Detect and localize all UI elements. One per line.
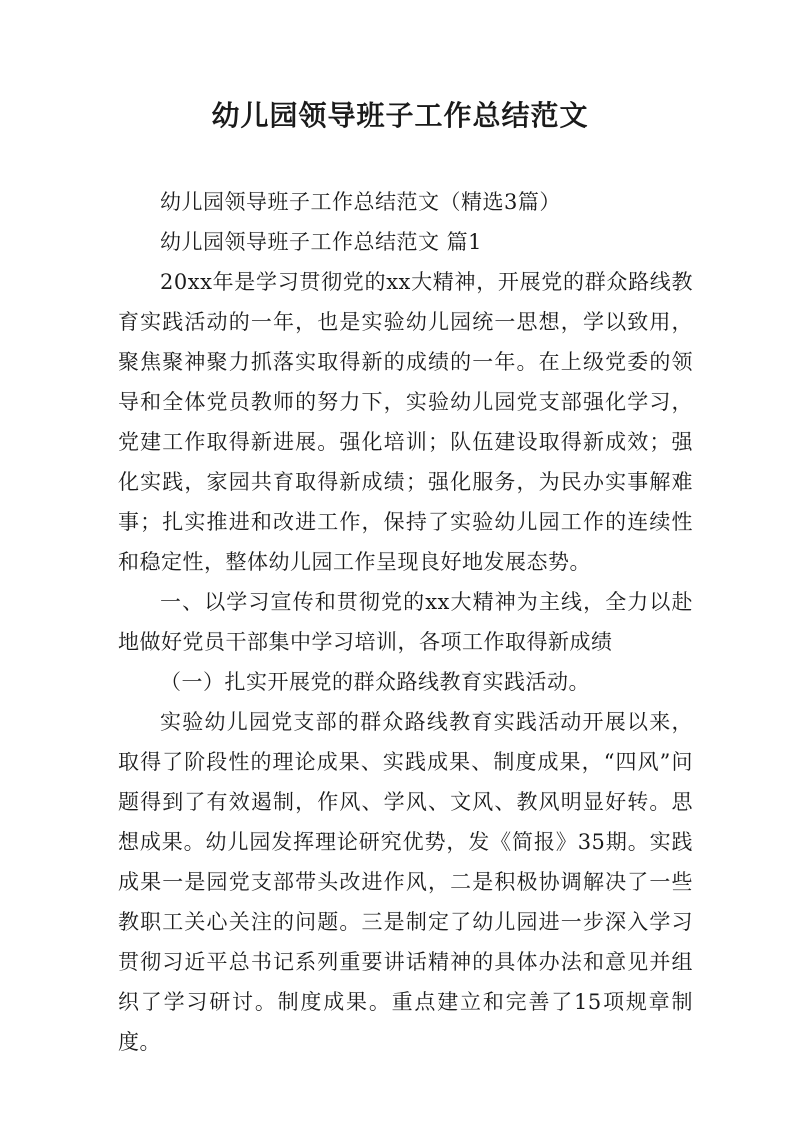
document-body — [118, 182, 693, 1062]
paragraph-subtitle: 幼儿园领导班子工作总结范文（精选3篇） — [160, 190, 561, 214]
paragraph-heading-1: 一、以学习宣传和贯彻党的xx大精神为主线，全力以赴地做好党员干部集中学习培训，各项工作取得新成绩 — [118, 590, 693, 654]
paragraph-results: 实验幼儿园党支部的群众路线教育实践活动开展以来，取得了阶段性的理论成果、实践成果、制度成果，“四风”问题得到了有效遏制，作风、学风、文风、教风明显好转。思想成果。幼儿园发挥理论研究优势，发《简报》35期。实践成果一是园党支部带头改进作风，二是积极协调解决了一些教职工关心关注的问题。三是制定了幼儿园进一步深入学习贯彻习近平总书记系列重要讲话精神的具体办法和意见并组织了学习研讨。制度成果。重点建立和完善了15项规章制度。 — [118, 710, 693, 1054]
paragraph-subheading-1: （一）扎实开展党的群众路线教育实践活动。 — [160, 670, 590, 694]
paragraph-intro: 20xx年是学习贯彻党的xx大精神，开展党的群众路线教育实践活动的一年，也是实验幼儿园统一思想，学以致用，聚焦聚神聚力抓落实取得新的成绩的一年。在上级党委的领导和全体党员教师的努力下，实验幼儿园党支部强化学习，党建工作取得新进展。强化培训；队伍建设取得新成效；强化实践，家园共育取得新成绩；强化服务，为民办实事解难事；扎实推进和改进工作，保持了实验幼儿园工作的连续性和稳定性，整体幼儿园工作呈现良好地发展态势。 — [118, 270, 693, 574]
document-title: 幼儿园领导班子工作总结范文 — [211, 99, 589, 132]
paragraph-section-heading: 幼儿园领导班子工作总结范文 篇1 — [160, 230, 483, 254]
